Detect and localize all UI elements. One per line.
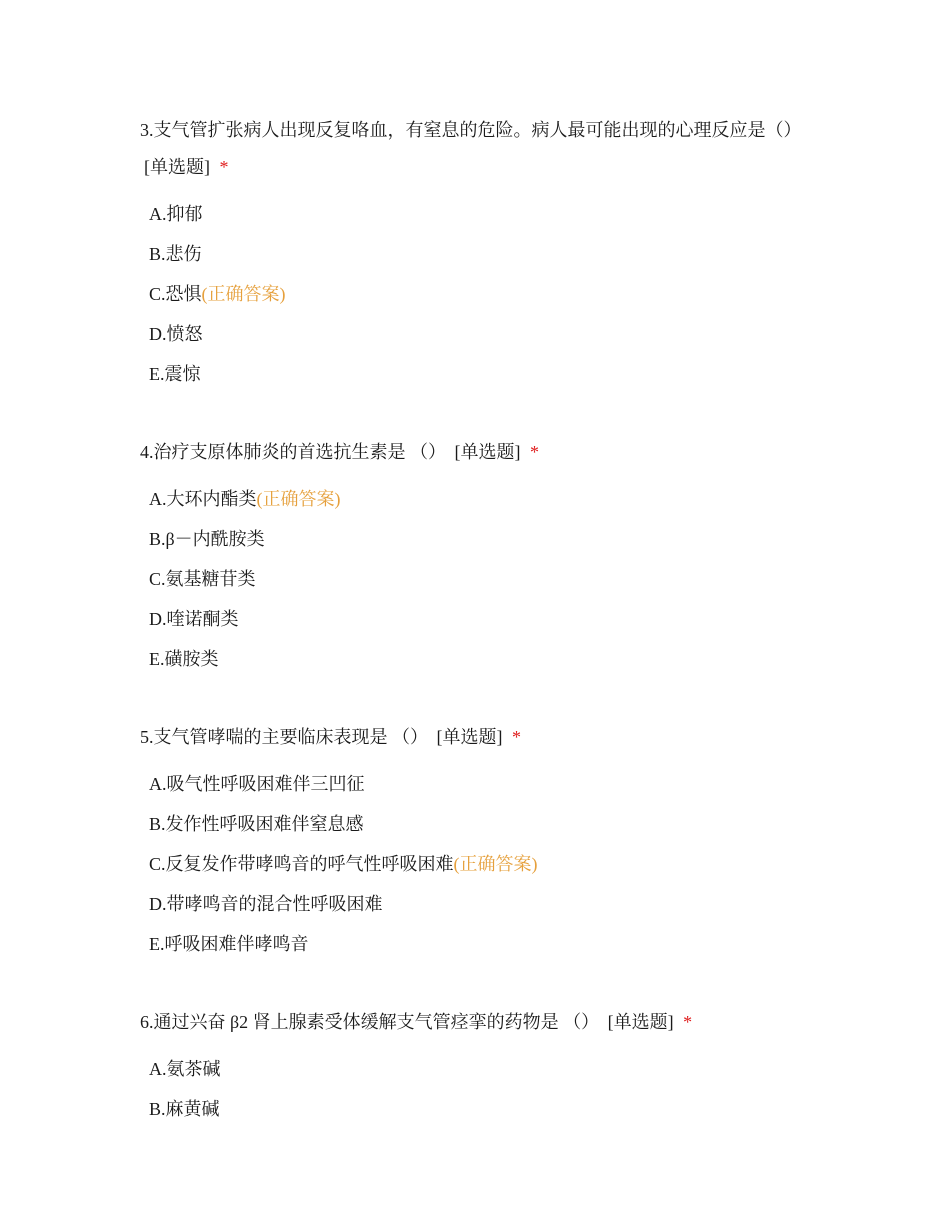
option-text: B.麻黄碱 xyxy=(149,1099,220,1119)
option-c[interactable] xyxy=(149,844,830,884)
question-4 xyxy=(140,434,830,679)
option-c[interactable] xyxy=(149,274,830,314)
option-a[interactable] xyxy=(149,194,830,234)
question-type-tag: [单选题] xyxy=(436,727,503,747)
option-text: C.恐惧 xyxy=(149,284,202,304)
question-text: 4.治疗支原体肺炎的首选抗生素是 （） xyxy=(140,442,446,462)
option-text: B.β－内酰胺类 xyxy=(149,529,265,549)
option-text: B.悲伤 xyxy=(149,244,202,264)
option-b[interactable] xyxy=(149,234,830,274)
option-text: D.喹诺酮类 xyxy=(149,609,239,629)
option-text: E.震惊 xyxy=(149,364,201,384)
option-list xyxy=(140,479,830,679)
required-mark: * xyxy=(683,1012,693,1032)
question-type-tag: [单选题] xyxy=(144,157,210,177)
option-text: C.反复发作带哮鸣音的呼气性呼吸困难 xyxy=(149,854,454,874)
correct-answer-mark: (正确答案) xyxy=(256,489,341,509)
option-e[interactable] xyxy=(149,639,830,679)
question-stem xyxy=(140,434,830,471)
question-type-tag: [单选题] xyxy=(607,1012,674,1032)
option-b[interactable] xyxy=(149,804,830,844)
option-list xyxy=(140,764,830,964)
option-a[interactable] xyxy=(149,479,830,519)
option-text: A.抑郁 xyxy=(149,204,203,224)
option-text: D.带哮鸣音的混合性呼吸困难 xyxy=(149,894,383,914)
option-text: D.愤怒 xyxy=(149,324,203,344)
option-text: E.呼吸困难伴哮鸣音 xyxy=(149,934,309,954)
question-type-tag: [单选题] xyxy=(454,442,521,462)
option-text: B.发作性呼吸困难伴窒息感 xyxy=(149,814,364,834)
correct-answer-mark: (正确答案) xyxy=(201,284,286,304)
option-text: E.磺胺类 xyxy=(149,649,219,669)
question-stem xyxy=(140,112,830,186)
option-text: A.吸气性呼吸困难伴三凹征 xyxy=(149,774,365,794)
correct-answer-mark: (正确答案) xyxy=(453,854,538,874)
required-mark: * xyxy=(512,727,521,747)
question-stem xyxy=(140,1004,830,1041)
question-6 xyxy=(140,1004,830,1129)
option-d[interactable] xyxy=(149,599,830,639)
question-text: 6.通过兴奋 β2 肾上腺素受体缓解支气管痉挛的药物是 （） xyxy=(140,1012,600,1032)
option-e[interactable] xyxy=(149,354,830,394)
question-stem xyxy=(140,719,830,756)
option-d[interactable] xyxy=(149,314,830,354)
option-a[interactable] xyxy=(149,1049,830,1089)
question-text: 5.支气管哮喘的主要临床表现是 （） xyxy=(140,727,428,747)
option-text: A.大环内酯类 xyxy=(149,489,257,509)
option-text: C.氨基糖苷类 xyxy=(149,569,256,589)
question-3 xyxy=(140,112,830,394)
option-text: A.氨茶碱 xyxy=(149,1059,221,1079)
question-5 xyxy=(140,719,830,964)
option-c[interactable] xyxy=(149,559,830,599)
required-mark: * xyxy=(530,442,539,462)
question-text: 3.支气管扩张病人出现反复咯血，有窒息的危险。病人最可能出现的心理反应是（） xyxy=(140,120,802,140)
required-mark: * xyxy=(219,157,229,177)
option-list xyxy=(140,194,830,394)
option-list xyxy=(140,1049,830,1129)
option-d[interactable] xyxy=(149,884,830,924)
option-e[interactable] xyxy=(149,924,830,964)
option-b[interactable] xyxy=(149,1089,830,1129)
option-a[interactable] xyxy=(149,764,830,804)
option-b[interactable] xyxy=(149,519,830,559)
